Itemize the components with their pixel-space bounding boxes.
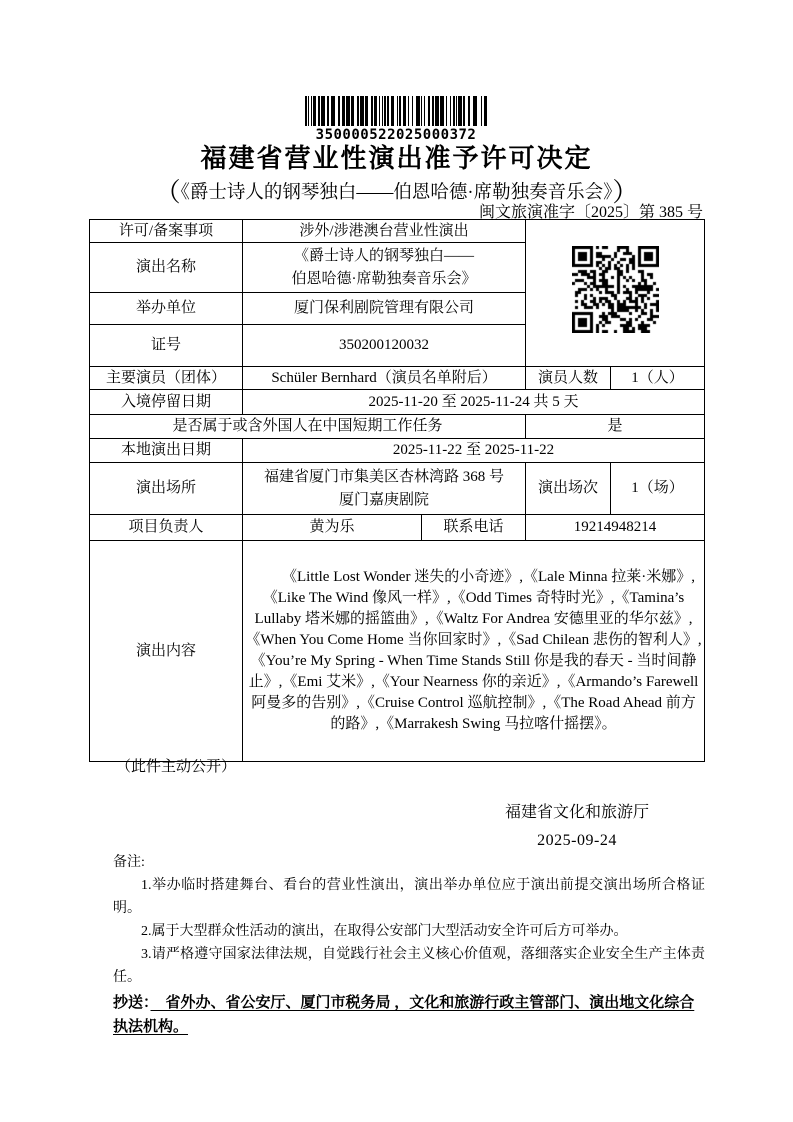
table-row — [90, 515, 705, 541]
table-row — [90, 541, 705, 762]
performer-count-label: 演员人数 — [526, 367, 611, 390]
remark-item-2: 2.属于大型群众性活动的演出，在取得公安部门大型活动安全许可后方可举办。 — [141, 924, 628, 939]
disclosure-note: （此件主动公开） — [116, 759, 237, 775]
performance-name-value: 《爵士诗人的钢琴独白—— 伯恩哈德·席勒独奏音乐会》 — [243, 243, 526, 293]
remark-item-3: 3.请严格遵守国家法律法规，自觉践行社会主义核心价值观，落细落实企业安全生产主体责任。 — [113, 947, 705, 985]
signature-block — [503, 799, 651, 850]
sessions-value: 1（场） — [611, 463, 705, 515]
manager-value: 黄为乐 — [243, 515, 422, 541]
permit-item-label: 许可/备案事项 — [90, 220, 243, 243]
main-performer-label: 主要演员（团体） — [90, 367, 243, 390]
subtitle-paren-open: （ — [154, 178, 181, 207]
barcode-number: 350000522025000372 — [315, 127, 477, 143]
content-label: 演出内容 — [90, 541, 243, 762]
sessions-label: 演出场次 — [526, 463, 611, 515]
table-row — [90, 415, 705, 439]
cc-label: 抄送： — [113, 995, 151, 1011]
permit-table — [89, 219, 705, 762]
manager-label: 项目负责人 — [90, 515, 243, 541]
document-number: 闽文旅演准字〔2025〕第 385 号 — [478, 204, 703, 221]
permit-item-value: 涉外/涉港澳台营业性演出 — [243, 220, 526, 243]
table-row — [90, 463, 705, 515]
phone-value: 19214948214 — [526, 515, 705, 541]
qr-cell — [526, 220, 705, 367]
organizer-value: 厦门保利剧院管理有限公司 — [243, 293, 526, 325]
barcode-icon — [305, 96, 487, 126]
content-value: 《Little Lost Wonder 迷失的小奇迹》,《Lale Minna 拉莱·米娜》,《Like The Wind 像风一样》,《Odd Times 奇特时光》,《Tamina’s Lullaby 塔米娜的摇篮曲》,《Waltz For Andrea 安德里亚的华尔兹》,《When You Come Home 当你回家时》,《Sad Chilean 悲伤的智利人》,《You’re My Spring - When Time Stands Still 你是我的春天 - 当时间静止》,《Emi 艾米》,《Your Nearness 你的亲近》,《Armando’s Farewell 阿曼多的告别》,《Cruise Control 巡航控制》,《The Road Ahead 前方的路》,《Marrakesh Swing 马拉喀什摇摆》。 — [243, 541, 705, 762]
performer-count-value: 1（人） — [611, 367, 705, 390]
remarks-block — [113, 851, 705, 989]
document-title: 福建省营业性演出准予许可决定 — [200, 144, 593, 173]
local-dates-value: 2025-11-22 至 2025-11-22 — [243, 439, 705, 463]
subtitle-text: 《爵士诗人的钢琴独白——伯恩哈德·席勒独奏音乐会》 — [180, 183, 613, 203]
phone-label: 联系电话 — [422, 515, 526, 541]
foreign-work-value: 是 — [526, 415, 705, 439]
table-row — [90, 367, 705, 390]
remarks-label: 备注: — [113, 855, 145, 870]
barcode-block — [303, 96, 489, 143]
cc-block — [113, 991, 705, 1039]
remark-item-1: 1.举办临时搭建舞台、看台的营业性演出，演出举办单位应于演出前提交演出场所合格证明。 — [113, 878, 705, 916]
entry-stay-label: 入境停留日期 — [90, 390, 243, 415]
subtitle-paren-close: ） — [612, 178, 639, 207]
table-row — [90, 439, 705, 463]
cert-number-value: 350200120032 — [243, 325, 526, 367]
issuing-authority: 福建省文化和旅游厅 — [504, 804, 649, 821]
cc-text: 省外办、省公安厅、厦门市税务局 ，文化和旅游行政主管部门、演出地文化综合执法机构。 — [113, 995, 695, 1035]
organizer-label: 举办单位 — [90, 293, 243, 325]
qr-code-icon — [572, 246, 659, 333]
foreign-work-label: 是否属于或含外国人在中国短期工作任务 — [90, 415, 526, 439]
venue-label: 演出场所 — [90, 463, 243, 515]
main-performer-value: Schüler Bernhard（演员名单附后） — [243, 367, 526, 390]
table-row — [90, 220, 705, 243]
issue-date: 2025-09-24 — [537, 832, 617, 849]
performance-name-label: 演出名称 — [90, 243, 243, 293]
venue-value: 福建省厦门市集美区杏林湾路 368 号 厦门嘉庚剧院 — [243, 463, 526, 515]
entry-stay-value: 2025-11-20 至 2025-11-24 共 5 天 — [243, 390, 705, 415]
table-row — [90, 390, 705, 415]
local-dates-label: 本地演出日期 — [90, 439, 243, 463]
cert-number-label: 证号 — [90, 325, 243, 367]
